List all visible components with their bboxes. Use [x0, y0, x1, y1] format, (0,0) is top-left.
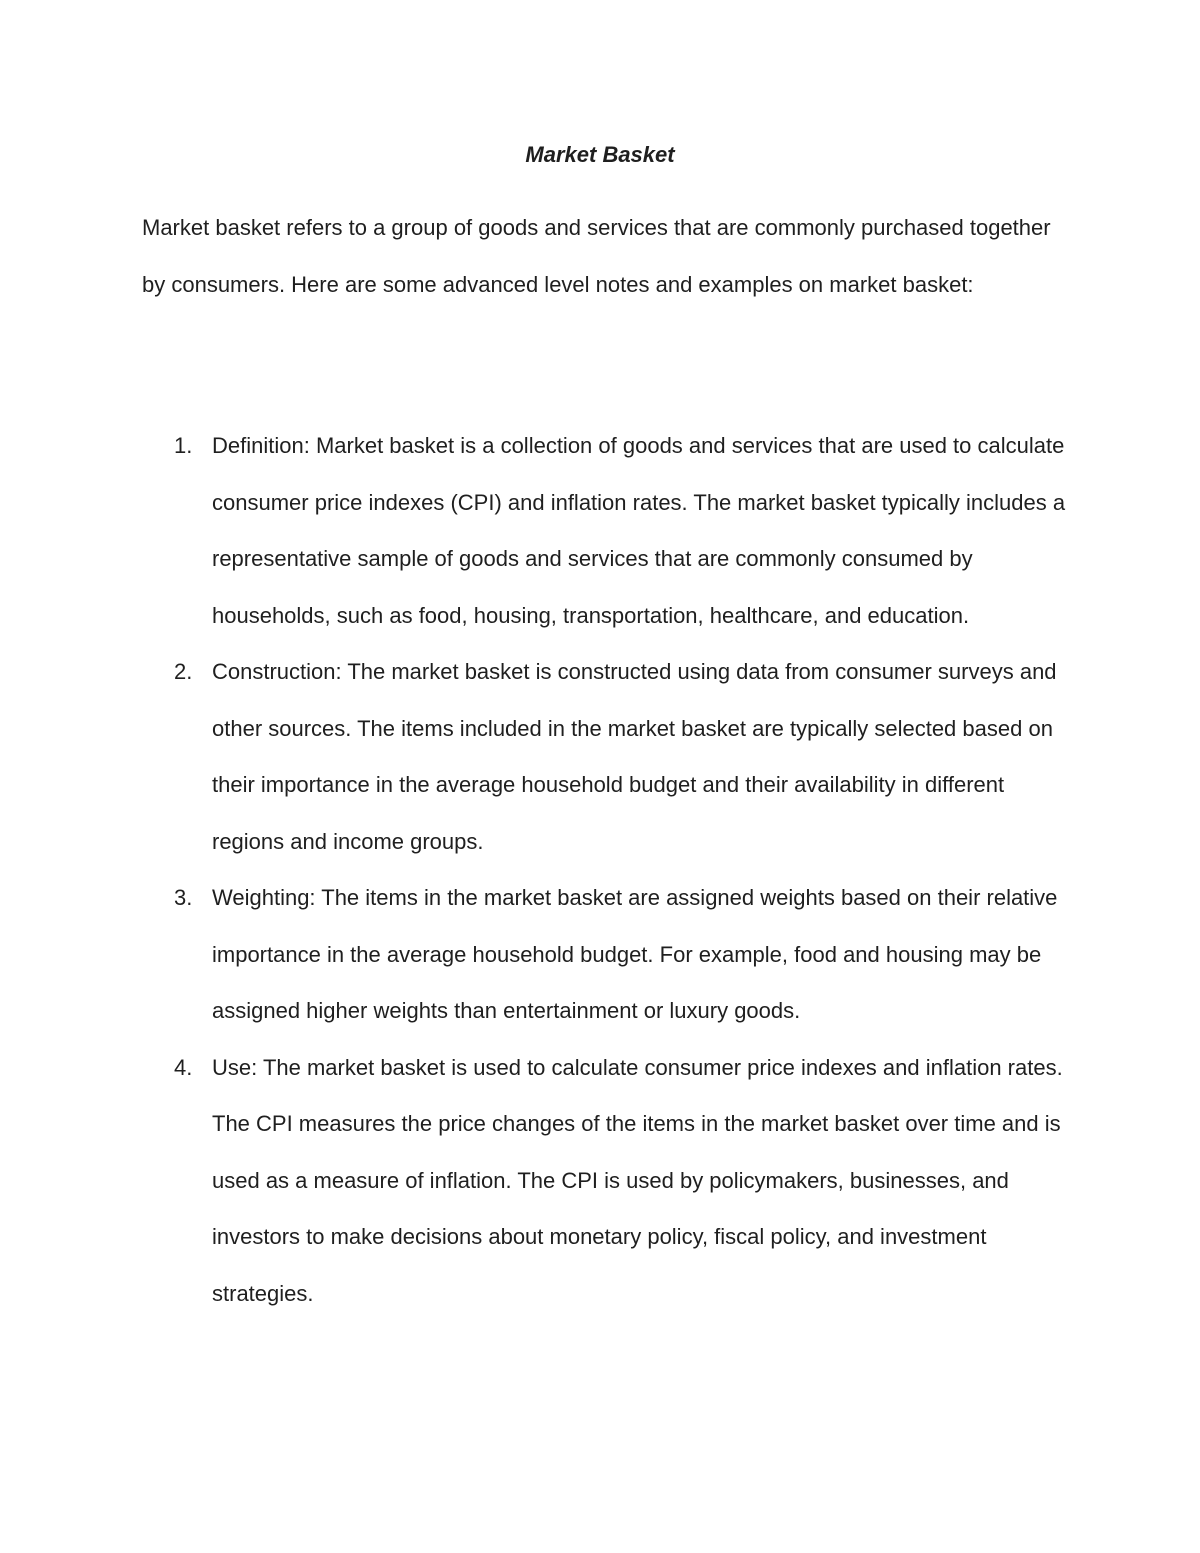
list-item-number: 3.	[174, 885, 193, 910]
list-item	[142, 418, 1072, 644]
list-item	[142, 1040, 1072, 1323]
notes-list	[142, 418, 1072, 1322]
list-item	[142, 870, 1072, 1040]
list-item-text: Weighting: The items in the market basket are assigned weights based on their relative importance in the average household budget. For example, food and housing may be assigned higher weights than entertainment or luxury goods.	[212, 885, 1058, 1023]
list-item	[142, 644, 1072, 870]
list-item-number: 1.	[174, 433, 193, 458]
list-item-text: Definition: Market basket is a collection of goods and services that are used to calculate consumer price indexes (CPI) and inflation rates. The market basket typically includes a representative sample of goods and services that are commonly consumed by households, such as food, housing, transportation, healthcare, and education.	[212, 433, 1066, 628]
list-item-number: 2.	[174, 659, 193, 684]
list-item-text: Construction: The market basket is constructed using data from consumer surveys and other sources. The items included in the market basket are typically selected based on their importance in the average household budget and their availability in different regions and income groups.	[212, 659, 1057, 854]
intro-paragraph: Market basket refers to a group of goods and services that are commonly purchased together by consumers. Here are some advanced level notes and examples on market basket:	[142, 215, 1051, 297]
list-item-text: Use: The market basket is used to calculate consumer price indexes and inflation rates. The CPI measures the price changes of the items in the market basket over time and is used as a measure of inflation. The CPI is used by policymakers, businesses, and investors to make decisions about monetary policy, fiscal policy, and investment strategies.	[212, 1054, 1063, 1306]
document-title: Market Basket	[525, 142, 675, 167]
list-item-number: 4.	[174, 1054, 193, 1080]
